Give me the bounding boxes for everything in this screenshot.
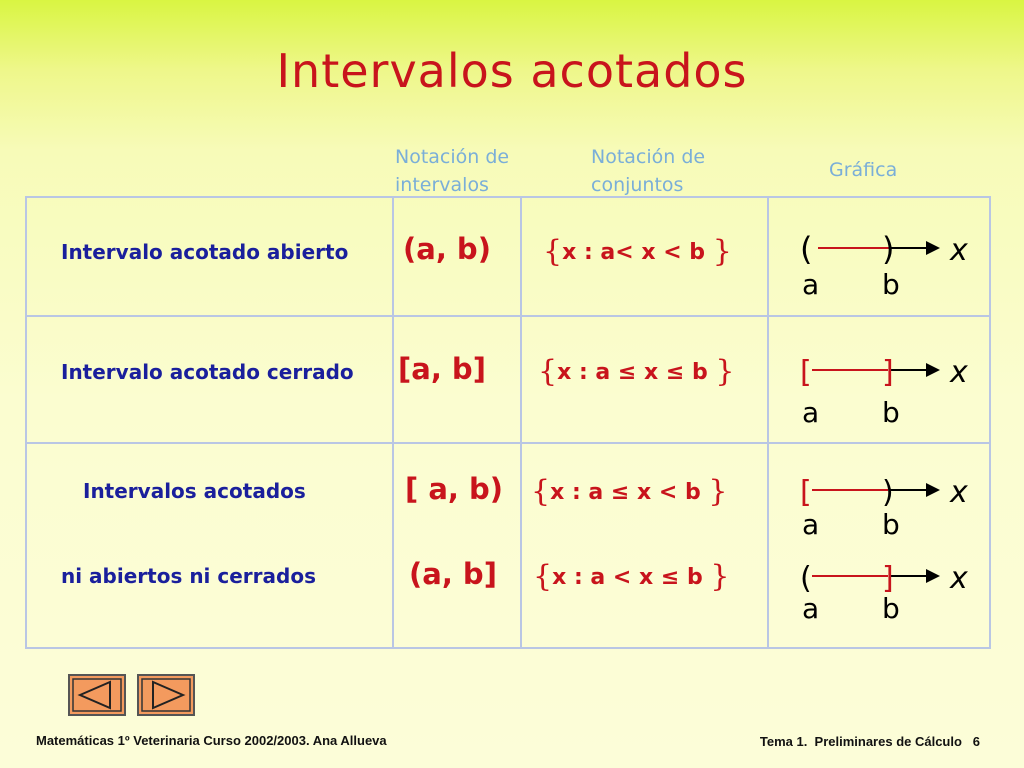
left-endpoint-symbol: ( bbox=[800, 230, 813, 268]
right-endpoint-symbol: ) bbox=[882, 230, 895, 268]
set-notation-open bbox=[543, 234, 732, 269]
right-endpoint-symbol: ] bbox=[882, 355, 894, 390]
set-notation-half-open-left-closed bbox=[531, 474, 727, 509]
header-set-line1: Notación de bbox=[591, 146, 706, 168]
variable-label: x bbox=[950, 355, 968, 390]
row-label-closed: Intervalo acotado cerrado bbox=[61, 360, 354, 384]
interval-notation-half-open-right-closed: (a, b] bbox=[409, 557, 497, 591]
number-line-graph-right-closed bbox=[790, 552, 990, 628]
endpoint-b-label: b bbox=[882, 508, 900, 541]
table-col-divider bbox=[767, 196, 769, 649]
number-line-graph-closed bbox=[790, 348, 990, 430]
header-set-notation bbox=[591, 143, 705, 199]
endpoint-a-label: a bbox=[802, 268, 820, 301]
table-border-top bbox=[25, 196, 991, 198]
set-brace-open: { bbox=[533, 559, 553, 594]
header-interval-line2: intervalos bbox=[395, 174, 489, 196]
row-label-half-open-1: Intervalos acotados bbox=[83, 479, 306, 503]
set-notation-half-open-right-closed bbox=[533, 559, 729, 594]
header-interval-notation bbox=[395, 143, 509, 199]
set-body: x : a ≤ x ≤ b bbox=[557, 360, 716, 385]
table-border-bottom bbox=[25, 647, 991, 649]
next-slide-button[interactable] bbox=[137, 674, 195, 716]
endpoint-a-label: a bbox=[802, 508, 820, 541]
set-body: x : a< x < b bbox=[562, 240, 713, 265]
endpoint-b-label: b bbox=[882, 396, 900, 429]
number-line-graph-left-closed bbox=[790, 466, 990, 542]
set-body: x : a ≤ x < b bbox=[550, 480, 709, 505]
footer-course-info: Matemáticas 1º Veterinaria Curso 2002/2003. Ana Allueva bbox=[36, 733, 387, 748]
endpoint-b-label: b bbox=[882, 268, 900, 301]
variable-label: x bbox=[950, 475, 968, 510]
table-col-divider bbox=[520, 196, 522, 649]
set-brace-close: } bbox=[712, 234, 732, 269]
number-line-graph-open bbox=[790, 222, 990, 304]
table-row-divider bbox=[25, 442, 991, 444]
variable-label: x bbox=[950, 561, 968, 596]
previous-slide-button[interactable] bbox=[68, 674, 126, 716]
triangle-left-icon bbox=[70, 676, 124, 714]
set-brace-open: { bbox=[531, 474, 551, 509]
header-set-line2: conjuntos bbox=[591, 174, 684, 196]
left-endpoint-symbol: [ bbox=[800, 475, 812, 510]
row-label-open: Intervalo acotado abierto bbox=[61, 240, 349, 264]
arrow-head-icon bbox=[926, 483, 940, 497]
arrow-head-icon bbox=[926, 363, 940, 377]
set-brace-close: } bbox=[715, 354, 735, 389]
variable-label: x bbox=[950, 233, 968, 268]
header-graph: Gráfica bbox=[829, 159, 898, 181]
interval-notation-closed: [a, b] bbox=[398, 352, 486, 386]
endpoint-b-label: b bbox=[882, 592, 900, 625]
table-col-divider bbox=[392, 196, 394, 649]
endpoint-a-label: a bbox=[802, 396, 820, 429]
set-body: x : a < x ≤ b bbox=[552, 565, 711, 590]
interval-notation-open: (a, b) bbox=[403, 232, 491, 266]
header-interval-line1: Notación de bbox=[395, 146, 510, 168]
arrow-head-icon bbox=[926, 569, 940, 583]
set-notation-closed bbox=[538, 354, 734, 389]
table-row-divider bbox=[25, 315, 991, 317]
left-endpoint-symbol: ( bbox=[800, 561, 812, 596]
set-brace-close: } bbox=[708, 474, 728, 509]
table-border-left bbox=[25, 196, 27, 649]
right-endpoint-symbol: ) bbox=[882, 475, 894, 510]
set-brace-open: { bbox=[538, 354, 558, 389]
slide-title: Intervalos acotados bbox=[276, 44, 748, 98]
right-endpoint-symbol: ] bbox=[882, 561, 894, 596]
set-brace-close: } bbox=[710, 559, 730, 594]
interval-notation-half-open-left-closed: [ a, b) bbox=[405, 472, 504, 506]
arrow-head-icon bbox=[926, 241, 940, 255]
left-endpoint-symbol: [ bbox=[800, 355, 812, 390]
set-brace-open: { bbox=[543, 234, 563, 269]
row-label-half-open-2: ni abiertos ni cerrados bbox=[61, 564, 316, 588]
endpoint-a-label: a bbox=[802, 592, 820, 625]
triangle-right-icon bbox=[139, 676, 193, 714]
footer-slide-info: Tema 1. Preliminares de Cálculo 6 bbox=[759, 734, 980, 749]
